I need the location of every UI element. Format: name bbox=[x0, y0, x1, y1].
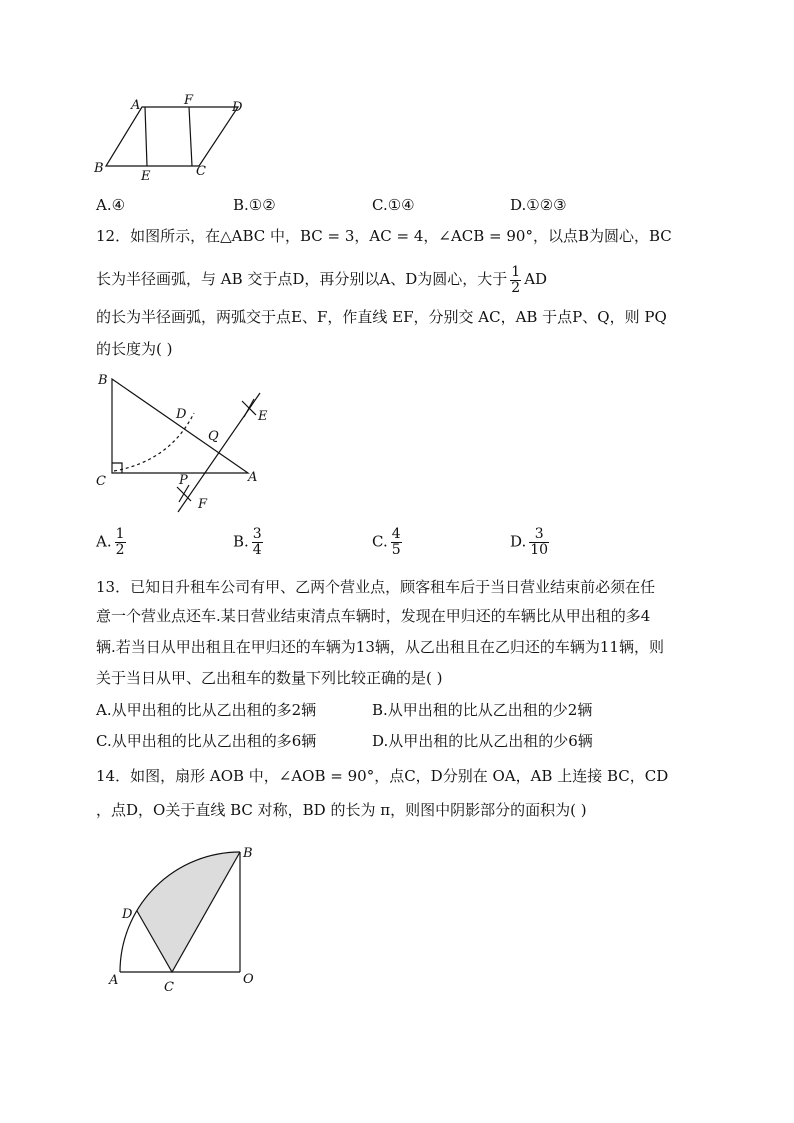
label-P: P bbox=[179, 473, 188, 488]
option-label: D. bbox=[510, 532, 527, 551]
q11-option-c[interactable]: C.①④ bbox=[372, 196, 415, 214]
shaded-region bbox=[137, 852, 240, 974]
q13-line-4: 关于当日从甲、乙出租车的数量下列比较正确的是( ) bbox=[96, 669, 443, 687]
fraction-denominator: 5 bbox=[391, 542, 401, 558]
label-Q: Q bbox=[208, 429, 219, 444]
q14-sector-figure bbox=[100, 838, 270, 998]
q14-line-1: 14．如图，扇形 AOB 中，∠AOB = 90°，点C，D分别在 OA，AB 上连接 BC，CD bbox=[96, 767, 669, 785]
triangle-ABC bbox=[112, 379, 248, 473]
q11-parallelogram-figure bbox=[90, 92, 260, 184]
option-fraction bbox=[115, 527, 126, 558]
q13-line-2: 意一个营业点还车.某日营业结束清点车辆时，发现在甲归还的车辆比从甲出租的多4 bbox=[96, 607, 651, 625]
label-B: B bbox=[94, 161, 104, 176]
q12-option-a[interactable] bbox=[96, 527, 129, 558]
q12-line-3: 的长为半径画弧，两弧交于点E、F，作直线 EF，分别交 AC，AB 于点P、Q，则 PQ bbox=[96, 308, 667, 326]
segment-AE bbox=[145, 107, 147, 166]
fraction-numerator: 1 bbox=[511, 263, 521, 280]
fraction-denominator: 2 bbox=[115, 542, 125, 558]
q11-option-b[interactable]: B.①② bbox=[233, 196, 276, 214]
label-C: C bbox=[196, 164, 206, 179]
fraction-numerator: 4 bbox=[391, 526, 401, 542]
q12-line-2-pre: 长为半径画弧，与 AB 交于点D，再分别以A、D为圆心，大于 bbox=[96, 270, 508, 288]
q12-option-b[interactable] bbox=[233, 527, 266, 558]
label-F: F bbox=[198, 497, 208, 512]
q11-option-d[interactable]: D.①②③ bbox=[510, 196, 567, 214]
q12-half-fraction bbox=[510, 265, 521, 296]
fraction-denominator: 10 bbox=[530, 542, 549, 558]
q13-option-c[interactable]: C.从甲出租的比从乙出租的多6辆 bbox=[96, 732, 317, 750]
q13-option-a[interactable]: A.从甲出租的比从乙出租的多2辆 bbox=[96, 701, 317, 719]
option-label: A. bbox=[96, 532, 112, 551]
label-C: C bbox=[164, 980, 174, 995]
q12-line-1: 12．如图所示，在△ABC 中，BC = 3，AC = 4，∠ACB = 90°，以点B为圆心，BC bbox=[96, 227, 672, 245]
fraction-numerator: 1 bbox=[115, 526, 125, 542]
option-label: B. bbox=[233, 532, 249, 551]
cross-E-2 bbox=[244, 399, 254, 417]
label-A: A bbox=[248, 470, 258, 485]
parallelogram-ABCD bbox=[106, 107, 238, 166]
label-B: B bbox=[243, 846, 253, 861]
fraction-numerator: 3 bbox=[529, 527, 549, 543]
option-fraction bbox=[529, 527, 549, 558]
label-A: A bbox=[109, 973, 119, 988]
segment-FC bbox=[189, 107, 192, 166]
right-angle-mark bbox=[112, 463, 122, 473]
label-O: O bbox=[243, 972, 254, 987]
q12-option-c[interactable] bbox=[372, 527, 405, 558]
label-B: B bbox=[98, 373, 108, 388]
label-D: D bbox=[176, 407, 187, 422]
label-A: A bbox=[131, 98, 141, 113]
q11-option-a[interactable]: A.④ bbox=[96, 196, 126, 214]
label-D: D bbox=[122, 907, 133, 922]
q12-option-d[interactable] bbox=[510, 527, 552, 558]
q13-line-1: 13．已知日升租车公司有甲、乙两个营业点，顾客租车后于当日营业结束前必须在任 bbox=[96, 578, 656, 596]
fraction-numerator: 3 bbox=[252, 526, 262, 542]
label-E: E bbox=[141, 169, 151, 184]
option-fraction bbox=[252, 527, 263, 558]
q12-line-2-post: AD bbox=[524, 270, 548, 288]
q13-option-b[interactable]: B.从甲出租的比从乙出租的少2辆 bbox=[372, 701, 593, 719]
label-D: D bbox=[232, 100, 243, 115]
label-C: C bbox=[96, 474, 106, 489]
q12-line-4: 的长度为( ) bbox=[96, 340, 173, 358]
option-fraction bbox=[391, 527, 402, 558]
label-E: E bbox=[258, 409, 268, 424]
q13-option-d[interactable]: D.从甲出租的比从乙出租的少6辆 bbox=[372, 732, 593, 750]
q12-triangle-figure bbox=[90, 365, 280, 517]
fraction-denominator: 4 bbox=[252, 542, 262, 558]
q12-line-2 bbox=[96, 262, 547, 296]
q13-line-3: 辆.若当日从甲出租且在甲归还的车辆为13辆，从乙出租且在乙归还的车辆为11辆，则 bbox=[96, 638, 664, 656]
option-label: C. bbox=[372, 532, 388, 551]
fraction-denominator: 2 bbox=[511, 279, 521, 296]
label-F: F bbox=[184, 93, 194, 108]
q14-line-2: ，点D，O关于直线 BC 对称，BD 的长为 π，则图中阴影部分的面积为( ) bbox=[96, 801, 587, 819]
